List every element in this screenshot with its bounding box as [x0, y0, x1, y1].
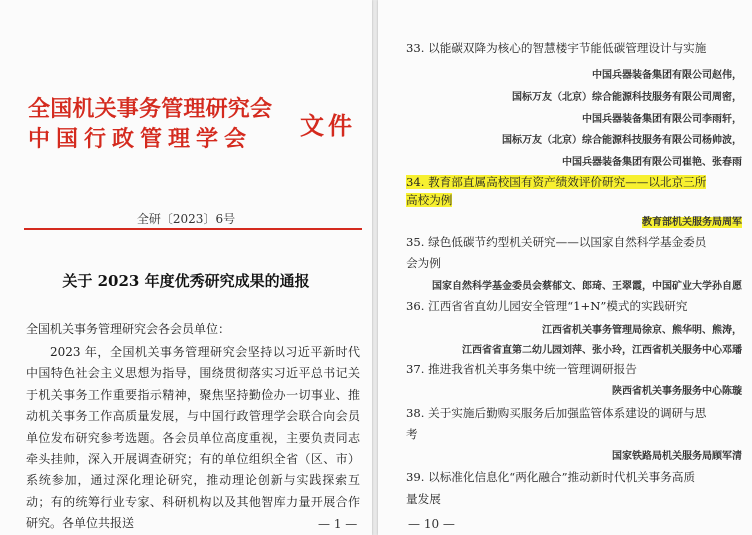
- author-line: 国标万友（北京）综合能源科技服务有限公司杨帅波，: [502, 135, 742, 146]
- list-item: 37. 推进我省机关事务集中统一管理调研报告: [406, 362, 637, 376]
- author-line: 国家铁路局机关服务局顾军清: [612, 451, 742, 462]
- author-line: 国标万友（北京）综合能源科技服务有限公司周密，: [512, 92, 742, 103]
- list-item: 38. 关于实施后勤购买服务后加强监管体系建设的调研与思: [406, 406, 707, 420]
- author-line: 中国兵器装备集团有限公司崔艳、张春雨: [562, 157, 742, 168]
- left-page: [0, 0, 372, 535]
- body-paragraph: 2023 年，全国机关事务管理研究会坚持以习近平新时代中国特色社会主义思想为指导，围绕贯彻落实习近平总书记关于机关事务工作重要指示精神，聚焦坚持勤俭办一切事业、推动机关事务工作高质量发展，与中国行政管理学会联合向会员单位发布研究参考选题。各会员单位高度重视，主要负责同志牵头挂帅，深入开展调查研究；有的单位组织全省（区、市）系统参加，通过深化理论研究，推动理论创新与实践探索互动；有的统筹行业专家、科研机构以及其他智库力量开展合作研究。各单位共报送: [26, 345, 360, 531]
- author-line: 江西省机关事务管理局徐京、熊华明、熊涛，: [542, 325, 742, 336]
- org-name-line1: 全国机关事务管理研究会: [28, 96, 273, 122]
- list-item: 33. 以能碳双降为核心的智慧楼宇节能低碳管理设计与实施: [406, 41, 707, 55]
- doc-number: 全研〔2023〕6号: [136, 212, 236, 226]
- list-item-continuation: 考: [406, 427, 418, 441]
- page-number: — 1 —: [318, 517, 358, 531]
- list-item-continuation: 量发展: [406, 492, 441, 506]
- list-item: 39. 以标准化信息化“两化融合”推动新时代机关事务高质: [406, 470, 696, 484]
- list-item: 35. 绿色低碳节约型机关研究——以国家自然科学基金委员: [406, 235, 707, 249]
- author-line: 国家自然科学基金委员会蔡郁文、郎琦、王翠霞，中国矿业大学孙自愿: [432, 281, 742, 292]
- list-item: [406, 174, 706, 190]
- red-divider: [24, 228, 362, 230]
- highlighted-text: 教育部机关服务局周军: [642, 217, 742, 228]
- salutation: 全国机关事务管理研究会各会员单位：: [26, 322, 231, 336]
- author-line: 陕西省机关事务服务中心陈璇: [612, 386, 742, 397]
- list-item: 36. 江西省省直幼儿园安全管理“1+N”模式的实践研究: [406, 299, 688, 313]
- highlighted-text: 高校为例: [406, 193, 453, 207]
- doc-type-label: 文件: [300, 111, 356, 140]
- author-line: [642, 213, 742, 228]
- highlighted-text: 34. 教育部直属高校国有资产绩效评价研究——以北京三所: [406, 175, 707, 189]
- author-line: 中国兵器装备集团有限公司李雨轩，: [582, 114, 742, 125]
- author-line: 中国兵器装备集团有限公司赵伟，: [592, 70, 742, 81]
- list-item-continuation: [406, 192, 452, 208]
- doc-title: 关于 2023 年度优秀研究成果的通报: [62, 272, 310, 290]
- right-page: [378, 0, 752, 535]
- author-line: 江西省省直第二幼儿园刘萍、张小玲，江西省机关服务中心邓璠: [462, 345, 742, 356]
- page-number: — 10 —: [408, 517, 455, 531]
- list-item-continuation: 会为例: [406, 256, 441, 270]
- org-name-line2: 中国行政管理学会: [28, 126, 253, 152]
